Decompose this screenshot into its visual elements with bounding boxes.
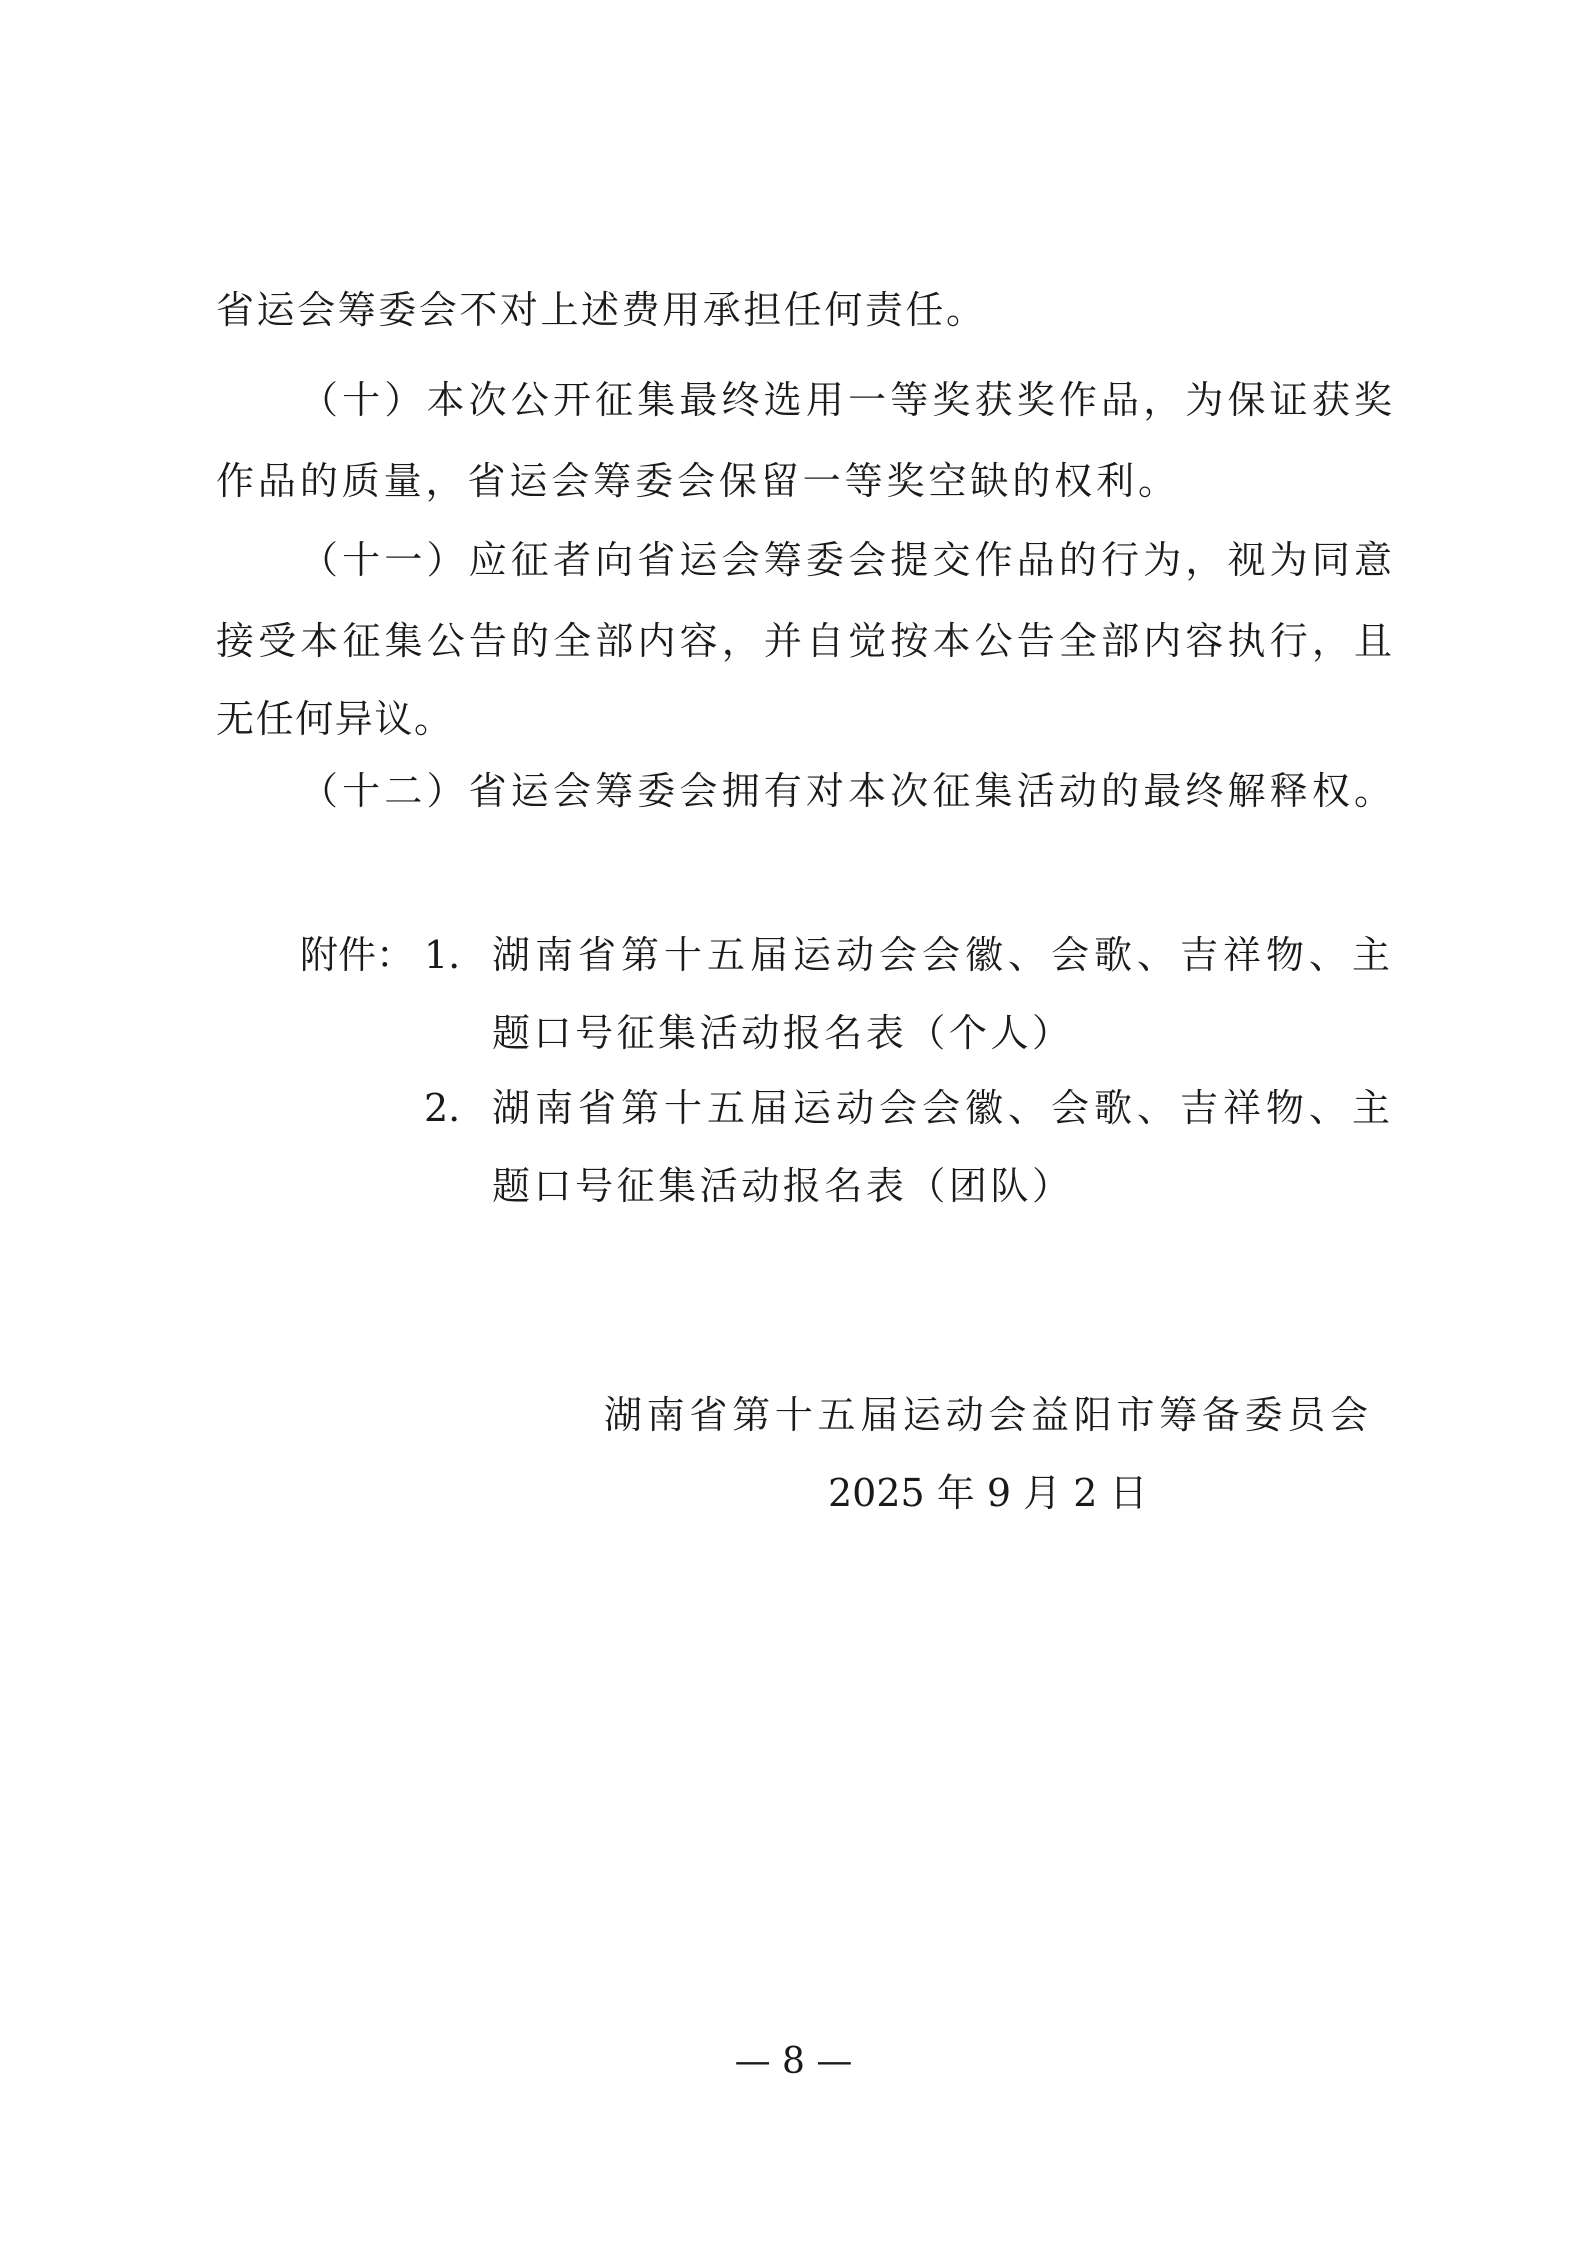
attachment-1-line-1: 湖南省第十五届运动会会徽、会歌、吉祥物、主	[492, 933, 1390, 977]
attachment-2-line-2: 题口号征集活动报名表（团队）	[492, 1164, 1070, 1208]
attachment-1-number: 1.	[424, 933, 461, 977]
paragraph-9-tail: 省运会筹委会不对上述费用承担任何责任。	[216, 288, 984, 332]
paragraph-11-line-3: 无任何异议。	[216, 697, 452, 741]
paragraph-11-line-2: 接受本征集公告的全部内容，并自觉按本公告全部内容执行，且	[216, 619, 1392, 663]
attachment-1-line-2: 题口号征集活动报名表（个人）	[492, 1011, 1070, 1055]
signature-date: 2025 年 9 月 2 日	[828, 1471, 1148, 1515]
paragraph-10-line-1: （十）本次公开征集最终选用一等奖获奖作品，为保证获奖	[300, 378, 1392, 422]
signature-organization: 湖南省第十五届运动会益阳市筹备委员会	[604, 1393, 1368, 1437]
page-number: — 8 —	[734, 2041, 853, 2082]
attachments-label: 附件：	[300, 933, 415, 977]
paragraph-12-line-1: （十二）省运会筹委会拥有对本次征集活动的最终解释权。	[300, 769, 1392, 813]
paragraph-10-line-2: 作品的质量，省运会筹委会保留一等奖空缺的权利。	[216, 459, 1176, 503]
paragraph-11-line-1: （十一）应征者向省运会筹委会提交作品的行为，视为同意	[300, 538, 1392, 582]
attachment-2-line-1: 湖南省第十五届运动会会徽、会歌、吉祥物、主	[492, 1086, 1390, 1130]
attachment-2-number: 2.	[424, 1086, 461, 1130]
